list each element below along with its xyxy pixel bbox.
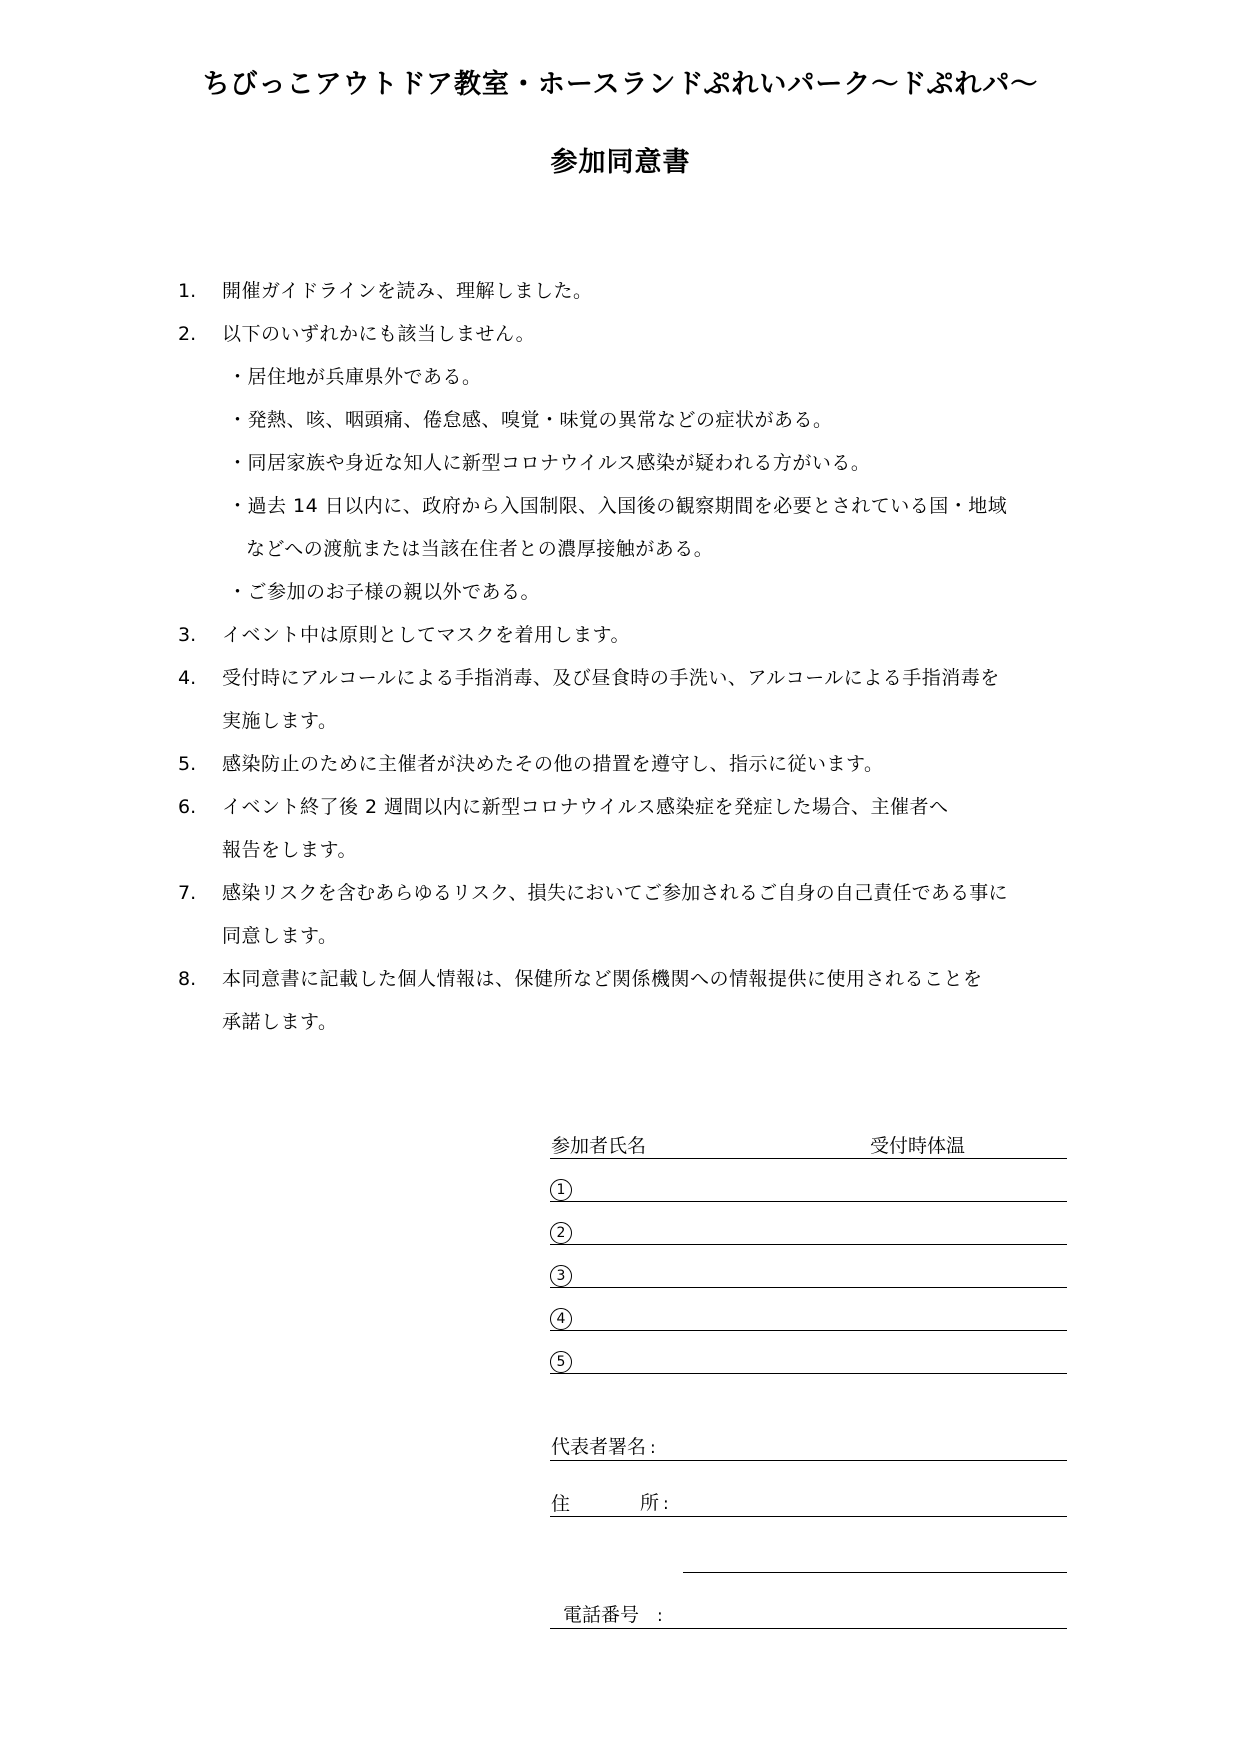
exclusion-travel: ・過去 14 日以内に、政府から入国制限、入国後の観察期間を必要とされている国・地域 [228, 495, 1008, 517]
exclusion-travel-continued: などへの渡航または当該在住者との濃厚接触がある。 [246, 538, 714, 560]
body-temperature-header: 受付時体温 [870, 1135, 966, 1157]
representative-signature-label: 代表者署名 [551, 1436, 647, 1458]
address-label-2: 所 [640, 1492, 660, 1514]
exclusion-parent: ・ご参加のお子様の親以外である。 [228, 581, 541, 603]
document-subtitle: 参加同意書 [550, 147, 691, 178]
clause-2-text: 以下のいずれかにも該当しません。 [222, 323, 536, 345]
participant-number-1: 1 [550, 1179, 572, 1201]
participant-number-2: 2 [550, 1222, 572, 1244]
clause-7-text-continued: 同意します。 [222, 925, 338, 947]
document-title: ちびっこアウトドア教室・ホースランドぷれいパーク～ドぷれパ～ [202, 69, 1039, 100]
clause-7-number: 7. [178, 882, 197, 904]
participant-row-1[interactable] [550, 1171, 1067, 1202]
participant-number-5: 5 [550, 1351, 572, 1373]
clause-6-number: 6. [178, 796, 197, 818]
clause-8-number: 8. [178, 968, 197, 990]
clause-4-text-continued: 実施します。 [222, 710, 338, 732]
participant-number-4: 4 [550, 1308, 572, 1330]
participant-row-2[interactable] [550, 1214, 1067, 1245]
participant-row-3[interactable] [550, 1257, 1067, 1288]
clause-5-number: 5. [178, 753, 197, 775]
exclusion-close-contact: ・同居家族や身近な知人に新型コロナウイルス感染が疑われる方がいる。 [228, 452, 871, 474]
clause-7-text: 感染リスクを含むあらゆるリスク、損失においてご参加されるご自身の自己責任である事に [222, 882, 1008, 904]
address-colon: : [663, 1494, 669, 1514]
address-field[interactable] [550, 1486, 1067, 1517]
address-second-line-field[interactable] [683, 1542, 1067, 1573]
participant-row-5[interactable] [550, 1343, 1067, 1374]
clause-8-text: 本同意書に記載した個人情報は、保健所など関係機関への情報提供に使用されることを [222, 968, 983, 990]
participant-number-3: 3 [550, 1265, 572, 1287]
clause-2-number: 2. [178, 323, 197, 345]
participant-row-4[interactable] [550, 1300, 1067, 1331]
exclusion-residence: ・居住地が兵庫県外である。 [228, 366, 482, 388]
representative-colon: : [650, 1438, 656, 1458]
clause-8-text-continued: 承諾します。 [222, 1011, 338, 1033]
phone-colon: : [657, 1606, 663, 1626]
clause-1-number: 1. [178, 280, 197, 302]
phone-number-field[interactable] [550, 1598, 1067, 1629]
participant-name-header: 参加者氏名 [551, 1135, 647, 1157]
clause-3-text: イベント中は原則としてマスクを着用します。 [222, 624, 630, 646]
address-label-1: 住 [551, 1493, 571, 1515]
clause-3-number: 3. [178, 624, 197, 646]
clause-6-text: イベント終了後 2 週間以内に新型コロナウイルス感染症を発症した場合、主催者へ [222, 796, 949, 818]
participant-header-row [550, 1128, 1067, 1159]
clause-1-text: 開催ガイドラインを読み、理解しました。 [222, 280, 593, 302]
phone-number-label: 電話番号 [563, 1604, 640, 1626]
exclusion-symptoms: ・発熱、咳、咽頭痛、倦怠感、嗅覚・味覚の異常などの症状がある。 [228, 409, 833, 431]
clause-4-number: 4. [178, 667, 197, 689]
representative-signature-field[interactable] [550, 1430, 1067, 1461]
clause-5-text: 感染防止のために主催者が決めたその他の措置を遵守し、指示に従います。 [222, 753, 884, 775]
clause-6-text-continued: 報告をします。 [222, 839, 357, 861]
clause-4-text: 受付時にアルコールによる手指消毒、及び昼食時の手洗い、アルコールによる手指消毒を [222, 667, 1000, 689]
